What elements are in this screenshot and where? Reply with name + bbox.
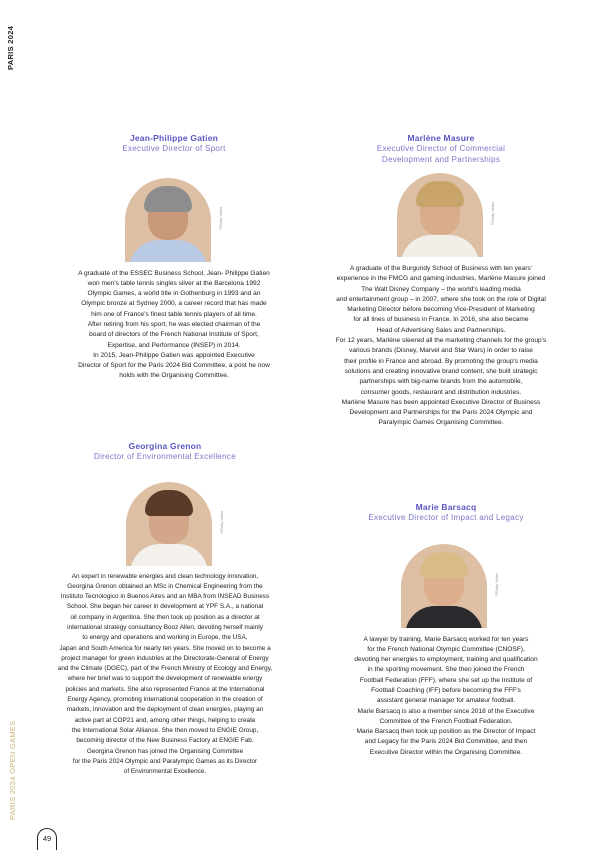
profile-role-line-2: Development and Partnerships [381,154,501,164]
profile-name: Jean-Philippe Gatien [129,133,219,143]
side-label-bottom-text: PARIS 2024 OPEN GAMES [8,720,17,820]
profile-name: Georgina Grenon [128,441,202,451]
profile-name: Marlène Masure [407,133,475,143]
profile-role: Executive Director of Sport [122,144,226,153]
profile-bio: An expert in renewable energies and clean technology innovation, Georgina Grenon obtained an MSc in Chemical Engineering from the Instituto Tecnologico in Buenos Aires and an MBA from INSEAD Business School. She began her career in development at YPF S.A., a national oil company in Argentina. She then took up position as a director at international strategy consultancy Booz Allen, devoting herself mainly to energy and operations and working in Europe, the USA, Japan and South America for nearly ten years. She moved on to become a project manager for green industries at the Directorate-General of Energy and the Climate (DGEC), part of the French Ministry of Ecology and Energy, where her brief was to support the development of renewable energy policies and markets. She also represented France at the International Energy Agency, promoting international cooperation in the creation of markets, innovation and the deployment of clean energies, playing an active part at COP21 and, among other things, helping to create the International Solar Alliance. She then moved to ENGIE Group, becoming director of the New Business Factory at ENGIE Fab. Georgina Grenon has joined the Organising Committee for the Paris 2024 Olympic and Paralympic Games as its Director of Environmental Excellence. [57,572,273,776]
portrait-photo [397,173,483,257]
side-label-top-text: PARIS 2024 [6,25,15,70]
profile-role-line-1: Executive Director of Commercial [376,144,506,153]
photo-credit: ©Rudy Waks [218,206,223,230]
profile-card-masure [312,133,570,429]
photo-credit: ©Rudy Waks [494,572,499,596]
photo-credit: ©Rudy Waks [490,201,495,225]
portrait-photo [125,178,211,262]
profile-name: Marie Barsacq [415,502,477,512]
profile-photo-frame [125,178,223,262]
profile-photo-frame [401,544,499,628]
profile-photo-frame [397,173,495,257]
portrait-photo [401,544,487,628]
photo-credit: ©Rudy Waks [219,510,224,534]
profile-card-grenon [30,441,300,777]
profile-bio: A lawyer by training, Marie Barsacq worked for ten years for the French National Olympic Committee (CNOSF), devoting her energies to employment, training and qualification in the sporting movement. She then joined the French Football Federation (FFF), where she set up the Institute of Football Coaching (IFF) before becoming the FFF's assistant general manager for amateur football. Marie Barsacq is also a member since 2018 of the Executive Committee of the French Football Federation. Marie Barsacq then took up position as the Director of Impact and Legacy for the Paris 2024 Bid Committee, and then Executive Director within the Organising Committee. [354,635,538,756]
profile-card-barsacq [322,502,570,758]
portrait-photo [126,482,212,566]
profile-photo-frame [126,482,224,566]
profile-card-gatien [48,133,300,382]
page-number: 49 [37,828,57,850]
profile-bio: A graduate of the ESSEC Business School, Jean- Philippe Gatien won men's table tennis singles silver at the Barcelona 1992 Olympic Games, a world title in Gothenburg in 1993 and an Olympic bronze at Sydney 2000, a career record that has made him one of France's finest table tennis players of all time. After retiring from his sport, he was elected chairman of the board of directors of the French National Institute of Sport, Expertise, and Performance (INSEP) in 2014. In 2015, Jean-Philippe Gatien was appointed Executive Director of Sport for the Paris 2024 Bid Committee, a post he now holds with the Organising Committee. [78,269,270,380]
profile-role: Executive Director of Impact and Legacy [368,513,524,522]
side-label-top [6,25,18,70]
profile-bio: A graduate of the Burgundy School of Business with ten years' experience in the FMCG and gaming industries, Marlène Masure joined The Walt Disney Company – the world's leading media and entertainment group – in 2007, where she took on the role of Digital Marketing Director before becoming Vice-President of Marketing for all lines of business in France. In 2016, she also became Head of Advertising Sales and Partnerships. For 12 years, Marlène steered all the marketing channels for the group's various brands (Disney, Marvel and Star Wars) in order to raise their profile in France and abroad. By promoting the group's media solutions and creating innovative brand content, she built strategic partnerships with big-name brands from the automobile, consumer goods, restaurant and distribution industries. Marlène Masure has been appointed Executive Director of Business Development and Partnerships for the Paris 2024 Olympic and Paralympic Games Organising Committee. [335,265,547,427]
profile-role: Director of Environmental Excellence [94,452,236,461]
